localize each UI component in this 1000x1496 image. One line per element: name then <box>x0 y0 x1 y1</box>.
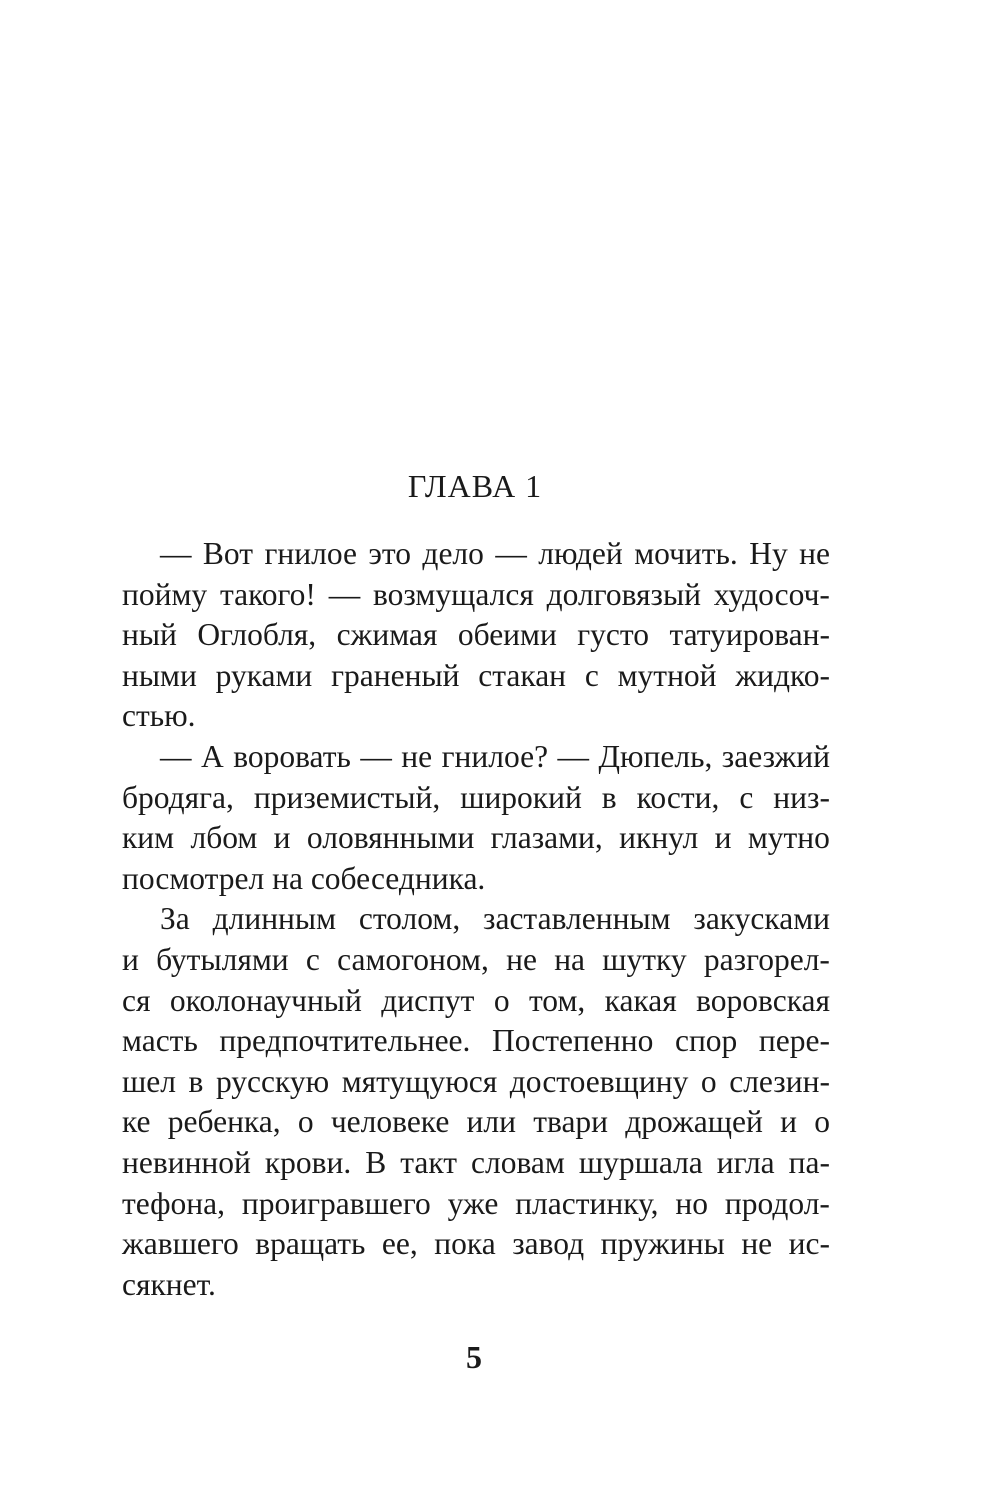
text-line: За длинным столом, заставленным закусками <box>160 901 830 937</box>
text-line: ный Оглобля, сжимая обеими густо татуирован- <box>122 617 830 653</box>
text-line: ся околонаучный диспут о том, какая воровская <box>122 982 830 1018</box>
text-line: — А воровать — не гнилое? — Дюпель, заезжий <box>160 738 830 774</box>
text-line: жавшего вращать ее, пока завод пружины не ис- <box>122 1226 830 1262</box>
text-line: посмотрел на собеседника. <box>122 860 486 896</box>
body-text <box>122 534 830 1305</box>
text-line: стью. <box>122 698 196 734</box>
text-line: бродяга, приземистый, широкий в кости, с низ- <box>122 779 830 815</box>
text-line: и бутылями с самогоном, не на шутку разгорел- <box>122 941 830 977</box>
text-line: масть предпочтительнее. Постепенно спор пере- <box>122 1023 830 1059</box>
text-line: ке ребенка, о человеке или твари дрожащей и о <box>122 1104 830 1140</box>
text-line: сякнет. <box>122 1266 216 1302</box>
text-line: ными руками граненый стакан с мутной жидко- <box>122 657 830 693</box>
text-line: шел в русскую мятущуюся достоевщину о слезин- <box>122 1063 830 1099</box>
page-number: 5 <box>466 1339 482 1375</box>
text-line: невинной крови. В такт словам шуршала игла па- <box>122 1144 830 1180</box>
text-line: ким лбом и оловянными глазами, икнул и мутно <box>122 820 830 856</box>
text-line: пойму такого! — возмущался долговязый худосоч- <box>122 576 830 612</box>
chapter-title: ГЛАВА 1 <box>407 468 543 504</box>
text-line: тефона, проигравшего уже пластинку, но продол- <box>122 1185 830 1221</box>
text-line: — Вот гнилое это дело — людей мочить. Ну не <box>160 536 830 571</box>
